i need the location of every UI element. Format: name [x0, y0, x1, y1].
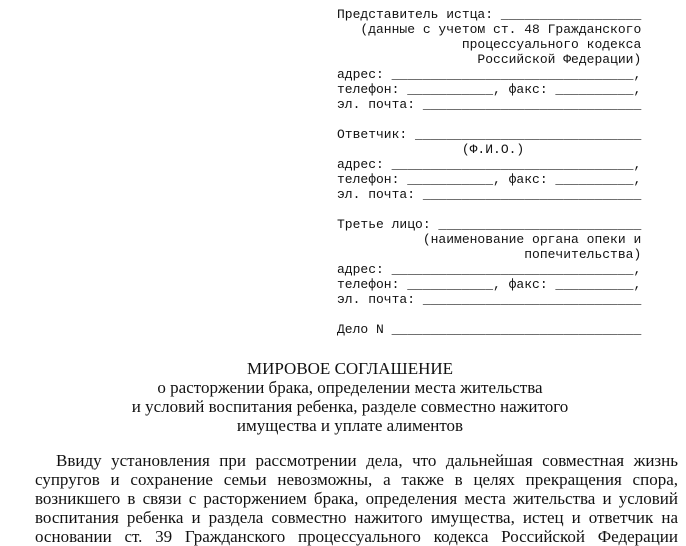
- document-subtitle: [35, 378, 665, 435]
- court-header-line: попечительства): [337, 247, 642, 262]
- document-subtitle-line: о расторжении брака, определении места жительства: [157, 378, 543, 397]
- document-subtitle-line: имущества и уплате алиментов: [236, 416, 464, 435]
- court-header-line: Третье лицо: __________________________: [337, 217, 642, 232]
- court-header-line: телефон: ___________, факс: __________,: [337, 172, 642, 187]
- body-paragraph: [35, 451, 678, 546]
- court-header-block: [337, 7, 641, 337]
- paragraph-line: супругов и сохранение семьи невозможны, а также в целях прекращения спора,: [35, 470, 678, 489]
- paragraph-line: основании ст. 39 Гражданского процессуального кодекса Российской Федерации: [35, 527, 678, 546]
- court-header-line: телефон: ___________, факс: __________,: [337, 82, 642, 97]
- document-subtitle-line: и условий воспитания ребенка, разделе совместно нажитого: [131, 397, 569, 416]
- court-header-line: (данные с учетом ст. 48 Гражданского: [337, 22, 642, 37]
- paragraph-line: возникшего в связи с расторжением брака, определения места жительства и условий: [35, 489, 678, 508]
- document-title: МИРОВОЕ СОГЛАШЕНИЕ: [246, 359, 454, 378]
- title-block: [35, 359, 665, 435]
- court-header-line: эл. почта: ____________________________: [337, 292, 642, 307]
- court-header-line: эл. почта: ____________________________: [337, 97, 642, 112]
- court-header-line: (наименование органа опеки и: [337, 232, 642, 247]
- court-header-line: адрес: _______________________________,: [337, 67, 642, 82]
- paragraph-line: воспитания ребенка и раздела совместно нажитого имущества, истец и ответчик на: [35, 508, 678, 527]
- court-header-line: процессуального кодекса: [337, 37, 642, 52]
- court-header-line: Представитель истца: __________________: [337, 7, 642, 22]
- paragraph-line: Ввиду установления при рассмотрении дела, что дальнейшая совместная жизнь: [56, 451, 678, 470]
- court-header-line: Ответчик: _____________________________: [337, 127, 642, 142]
- court-header-line: [337, 307, 641, 322]
- court-header-line: [337, 202, 641, 217]
- court-header-line: телефон: ___________, факс: __________,: [337, 277, 642, 292]
- court-header-line: Дело N ________________________________: [337, 322, 642, 337]
- court-header-line: адрес: _______________________________,: [337, 157, 642, 172]
- court-header-line: адрес: _______________________________,: [337, 262, 642, 277]
- court-header-line: Российской Федерации): [337, 52, 642, 67]
- court-header-line: (Ф.И.О.): [337, 142, 525, 157]
- court-header-line: эл. почта: ____________________________: [337, 187, 642, 202]
- court-header-line: [337, 112, 641, 127]
